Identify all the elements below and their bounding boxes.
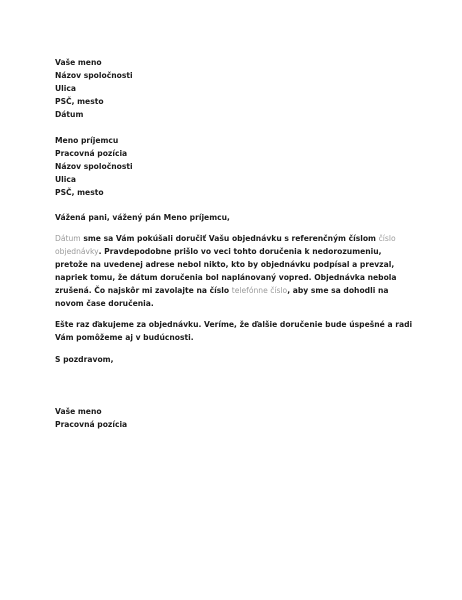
recipient-address-block [55, 134, 415, 199]
salutation: Vážená pani, vážený pán Meno príjemcu, [55, 213, 230, 222]
recipient-name: Meno príjemcu [55, 136, 119, 145]
date-placeholder: Dátum [55, 234, 81, 243]
closing: S pozdravom, [55, 355, 114, 364]
body-paragraph-1-part-b: . Pravdepodobne prišlo vo veci tohto doručenia k nedorozumeniu, pretože na uvedenej adrese nebol nikto, kto by objednávku podpísal a prevzal, napriek tomu, že dátum doručenia bol naplánovaný vopred. Objednávka nebola zrušená. Čo najskôr mi zavolajte na číslo [55, 247, 397, 295]
sender-zip-city: PSČ, mesto [55, 97, 104, 106]
recipient-zip-city: PSČ, mesto [55, 188, 104, 197]
sender-street: Ulica [55, 84, 76, 93]
sender-address-block [55, 56, 415, 121]
recipient-company: Názov spoločnosti [55, 162, 133, 171]
signature-name: Vaše meno [55, 407, 102, 416]
recipient-street: Ulica [55, 175, 76, 184]
phone-number-placeholder: telefónne číslo [231, 286, 288, 295]
sender-company: Názov spoločnosti [55, 71, 133, 80]
body-paragraph-2: Ešte raz ďakujeme za objednávku. Veríme, že ďalšie doručenie bude úspešné a radi Vám pomôžeme aj v budúcnosti. [55, 320, 413, 342]
letter-date: Dátum [55, 110, 84, 119]
order-number-placeholder: číslo objednávky [55, 234, 396, 256]
recipient-position: Pracovná pozícia [55, 149, 128, 158]
body-paragraph-1 [55, 232, 415, 310]
letter-content [55, 56, 415, 431]
signature-block [55, 405, 415, 431]
body-paragraph-1-part-a: sme sa Vám pokúšali doručiť Vašu objednávku s referenčným číslom [80, 234, 379, 243]
sender-name: Vaše meno [55, 58, 102, 67]
body-paragraph-1-part-c: , aby sme sa dohodli na novom čase doručenia. [55, 286, 389, 308]
signature-position: Pracovná pozícia [55, 420, 128, 429]
